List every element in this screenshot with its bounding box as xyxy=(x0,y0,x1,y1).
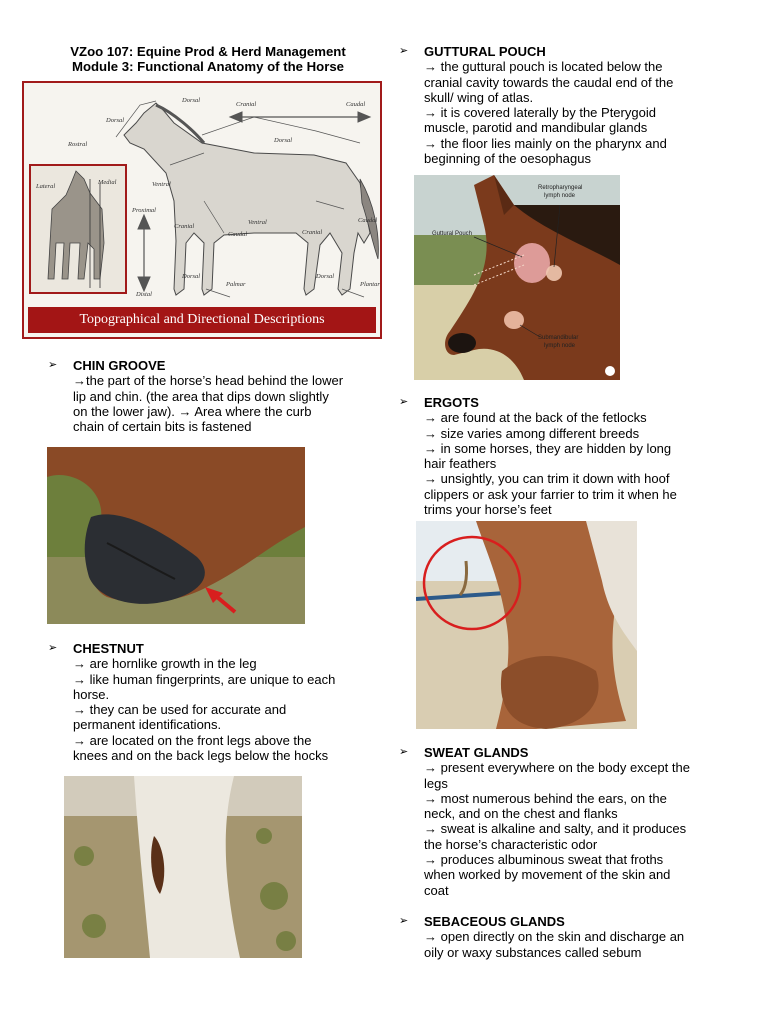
text-line: beginning of the oesophagus xyxy=(424,151,591,167)
bullet-arrow-icon: ➢ xyxy=(399,45,409,57)
text-line: hair feathers xyxy=(424,456,497,472)
label-medial: Medial xyxy=(98,179,117,186)
label-submandibular: Submandibular xyxy=(538,335,579,341)
section-guttural-pouch xyxy=(399,44,764,167)
topographical-figure xyxy=(22,81,382,339)
text-line: legs xyxy=(424,775,448,791)
heading-ergots: ERGOTS xyxy=(424,395,479,410)
chestnut-photo xyxy=(64,776,302,958)
text-line: on the lower jaw). → Area where the curb xyxy=(73,403,312,419)
text-line: → the guttural pouch is located below the xyxy=(424,59,663,75)
label-lateral: Lateral xyxy=(36,183,56,190)
figure-banner: Topographical and Directional Descriptions xyxy=(28,307,376,333)
text-line: → open directly on the skin and discharge an xyxy=(424,929,685,945)
text-line: when worked by movement of the skin and xyxy=(424,867,671,883)
text-line: muscle, parotid and mandibular glands xyxy=(424,120,648,136)
label-caudal-hind: Caudal xyxy=(358,217,378,224)
horse-anatomy-illustration xyxy=(24,83,382,339)
text-line: →the part of the horse’s head behind the lower xyxy=(73,373,344,389)
bullet-arrow-icon: ➢ xyxy=(48,359,58,371)
text-line: skull/ wing of atlas. xyxy=(424,89,534,105)
label-cranial-hind: Cranial xyxy=(302,229,323,236)
text-line: → the floor lies mainly on the pharynx and xyxy=(424,135,667,151)
label-lymph-node-2: lymph node xyxy=(544,343,576,349)
text-line: oily or waxy substances called sebum xyxy=(424,944,642,960)
section-chin-groove xyxy=(48,358,378,435)
bullet-arrow-icon: ➢ xyxy=(399,396,409,408)
text-line: → they can be used for accurate and xyxy=(73,702,287,718)
text-line: → unsightly, you can trim it down with hoof xyxy=(424,471,670,487)
label-dorsal-top: Dorsal xyxy=(182,97,201,104)
label-cranial-front: Cranial xyxy=(174,223,195,230)
text-line: coat xyxy=(424,882,449,898)
label-dorsal-back: Dorsal xyxy=(274,137,293,144)
label-dorsal-foreleg: Dorsal xyxy=(182,273,201,280)
ergots-photo xyxy=(416,521,637,729)
bullet-arrow-icon: ➢ xyxy=(399,915,409,927)
label-dorsal-head: Dorsal xyxy=(106,117,125,124)
text-line: lip and chin. (the area that dips down slightly xyxy=(73,388,329,404)
section-chestnut xyxy=(48,641,378,764)
text-line: cranial cavity towards the caudal end of the xyxy=(424,74,674,90)
text-line: the horse’s characteristic odor xyxy=(424,836,598,852)
guttural-pouch-photo xyxy=(414,175,620,380)
label-guttural-pouch: Guttural Pouch xyxy=(432,231,473,237)
label-plantar: Plantar xyxy=(360,281,380,288)
text-line: → it is covered laterally by the Pterygoid xyxy=(424,105,656,121)
heading-guttural-pouch: GUTTURAL POUCH xyxy=(424,44,546,59)
label-dorsal-hindleg: Dorsal xyxy=(316,273,335,280)
text-line: → are found at the back of the fetlocks xyxy=(424,410,647,426)
heading-chestnut: CHESTNUT xyxy=(73,641,144,656)
section-sebaceous-glands xyxy=(399,914,764,960)
text-line: → produces albuminous sweat that froths xyxy=(424,852,664,868)
text-line: → are hornlike growth in the leg xyxy=(73,656,257,672)
text-line: knees and on the back legs below the hocks xyxy=(73,748,329,764)
label-palmar: Palmar xyxy=(226,281,246,288)
label-lymph-node-1: lymph node xyxy=(544,193,576,199)
text-line: → are located on the front legs above the xyxy=(73,732,312,748)
section-sweat-glands xyxy=(399,745,764,898)
text-line: trims your horse’s feet xyxy=(424,502,552,518)
text-line: neck, and on the chest and flanks xyxy=(424,806,618,822)
text-line: clippers or ask your farrier to trim it when he xyxy=(424,486,677,502)
bullet-arrow-icon: ➢ xyxy=(399,746,409,758)
label-cranial-top: Cranial xyxy=(236,101,257,108)
text-line: → like human fingerprints, are unique to each xyxy=(73,671,336,687)
text-line: → sweat is alkaline and salty, and it produces xyxy=(424,821,687,837)
text-line: horse. xyxy=(73,686,110,702)
label-ventral: Ventral xyxy=(152,181,171,188)
label-caudal-front: Caudal xyxy=(228,231,248,238)
heading-sebaceous-glands: SEBACEOUS GLANDS xyxy=(424,914,565,929)
text-line: chain of certain bits is fastened xyxy=(73,419,252,435)
document-title xyxy=(40,44,376,74)
text-line: → size varies among different breeds xyxy=(424,425,640,441)
text-line: → present everywhere on the body except the xyxy=(424,760,690,776)
bullet-arrow-icon: ➢ xyxy=(48,642,58,654)
label-proximal: Proximal xyxy=(132,207,156,214)
text-line: → most numerous behind the ears, on the xyxy=(424,790,667,806)
title-line-2: Module 3: Functional Anatomy of the Horse xyxy=(71,59,345,74)
text-line: permanent identifications. xyxy=(73,717,222,733)
title-line-1: VZoo 107: Equine Prod & Herd Management xyxy=(70,44,346,59)
label-distal: Distal xyxy=(136,291,152,298)
chin-groove-photo xyxy=(47,447,305,624)
label-caudal-top: Caudal xyxy=(346,101,366,108)
heading-sweat-glands: SWEAT GLANDS xyxy=(424,745,529,760)
section-ergots xyxy=(399,395,764,518)
text-line: → in some horses, they are hidden by long xyxy=(424,440,672,456)
label-ventral-belly: Ventral xyxy=(248,219,267,226)
heading-chin-groove: CHIN GROOVE xyxy=(73,358,166,373)
label-retropharyngeal: Retropharyngeal xyxy=(538,185,583,191)
label-rostral: Rostral xyxy=(68,141,88,148)
